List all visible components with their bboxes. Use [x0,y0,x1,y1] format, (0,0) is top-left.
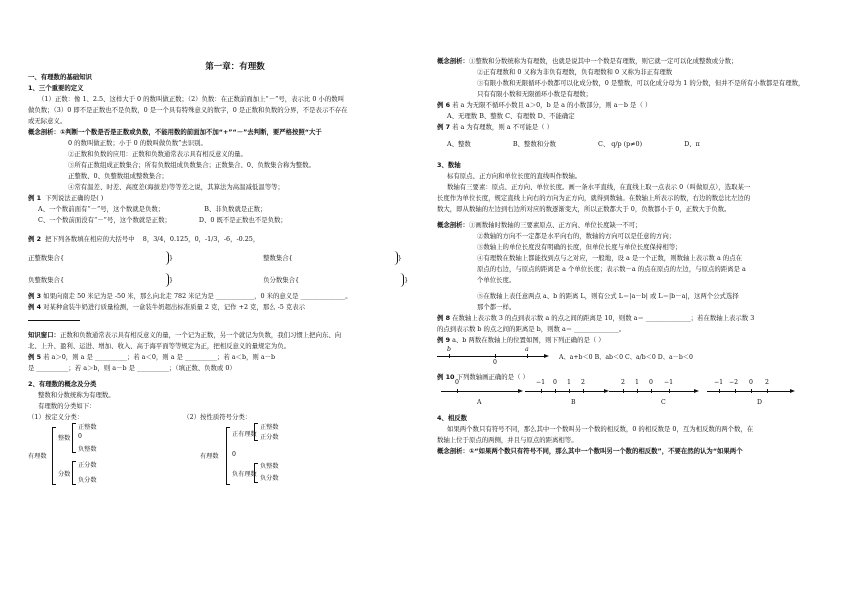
tree-leaf: 正整数 [260,424,279,431]
tick [555,389,556,393]
point-b-label: b [447,346,451,353]
example-10-figure [437,379,841,413]
number-line-b [525,391,605,392]
brace-bracket [68,273,169,287]
tree-leaf: 正整数 [78,424,97,431]
set-integers: 整数集合{ } [263,251,402,265]
knowledge-window [28,330,432,341]
text-line: 正整数、0、负整数组成整数集合； [68,172,168,180]
example-7 [437,122,841,133]
tick-label: 1 [635,379,639,386]
example-4 [28,302,432,313]
example-question: 在数轴上表示数 3 的点到表示数 a 的点之间的距离是 10，则数 a＝ ______________；若在数轴上表示数 3 [452,314,755,322]
classification-by-definition: （1）按定义分类： [28,413,84,421]
example-label: 例 2 [28,235,42,243]
set-label: 负分数集合{ [263,276,300,284]
set-positive-integers: 正整数集合{ } [28,251,173,265]
text-line: （1）正数：像 1、2.5、这样大于 0 的数叫做正数；（2）负数：在正数前面加上“－”号，表示比 0 小的数叫 [38,95,344,103]
example-9 [437,335,841,346]
point-a-label: a [525,346,529,353]
text-line: ③数轴上的单位长度没有明确的长度，但单位长度与单位长度保持相等； [477,243,682,251]
example-label: 例 3 [28,292,42,300]
tree-leaf: 负分数 [78,477,97,484]
example-label: 例 6 [437,101,451,109]
tree-node: 整数 [58,435,71,442]
origin-label: 0 [493,359,497,366]
text-line: ③有限小数和无限循环小数都可以化成分数，0 是整数，可以化成分母为 1 的分数，但并不是所有小数都是有理数， [477,79,805,87]
option-c: C、一个数前面没有“－”号，这个数就是正数； [38,216,171,224]
option-row [28,215,432,226]
example-question: 若 a＞0，则 a 是 __________；若 a＜0，则 a 是 __________；若 a＜b，则 a－b [43,353,276,361]
option-row [28,204,432,215]
classification-by-sign: （2）按性质符号分类： [183,413,252,421]
tick [457,389,458,393]
section-heading: 一、有理数的基础知识 [28,73,92,81]
number-list: 8，3/4，0.125，0，-1/3，-6，-0.25， [142,235,260,243]
classification-trees [28,423,432,487]
tree-bracket [254,423,258,441]
tree-bracket [72,423,76,453]
subsection-heading: 1、三个重要的定义 [28,84,84,92]
tree-node: 0 [232,451,236,458]
text-line: 数轴有三要素：原点、正方向、单位长度。画一条水平直线，在直线上取一点表示 0（叫做原点），选取某一 [447,183,751,191]
text-line: ⑤在数轴上表任意两点 a、b 的距离 L，则有公式 L＝|a－b| 或 L＝|b－a|，这两个公式选择 [477,292,739,300]
text-line: ②正有理数和 0 又称为非负有理数，负有理数和 0 又称为非正有理数 [477,68,673,76]
text-line: ②正数和负数的应用：正数和负数通常表示具有相反意义的量。 [68,150,247,158]
tick [495,354,496,358]
option-c-label: C [661,399,666,406]
tree-root: 有理数 [28,453,47,460]
concept-note [437,56,841,67]
text-line: 长度作为单位长度，规定直线上向右的方向为正方向，就得到数轴。在数轴上所表示的数，右边的数总比左边的 [437,194,751,202]
left-column [28,72,432,487]
brace-bracket [303,273,404,287]
tick [637,389,638,393]
example-question: a、b 两数在数轴上的位置如图，则下列正确的是（ ） [452,336,605,344]
concept-text: ①整数和分数统称为有理数，也就是说其中一个数是有理数，则它就一定可以化成整数或分数； [468,57,738,65]
text-line: 标有原点、正方向和单位长度的直线叫作数轴。 [447,172,582,180]
example-label: 例 5 [28,353,42,361]
brace-bracket [297,251,398,265]
option-b: B、整数和分数 [512,140,556,148]
set-row [28,247,432,269]
number-line [437,356,545,357]
set-row [28,269,432,291]
answer-blank[interactable] [28,313,80,321]
concept-label: 概念剖析： [437,221,469,229]
text-line: 0 的数叫做正数；小于 0 的数叫做负数”去识别。 [68,139,207,147]
example-3 [28,291,432,302]
text-line: 做负数；（3）0 即不是正数也不是负数，0 是一个具有特殊意义的数字，0 是正数和负数的分界，不是表示不存在 [28,106,348,114]
tick-label: −1 [714,379,724,386]
tick-label: 1 [567,379,571,386]
tick-label: 2 [765,379,769,386]
example-label: 例 7 [437,123,451,131]
tree-leaf: 负整数 [78,446,97,453]
tick-label: 0 [455,379,459,386]
tick [651,389,652,393]
concept-note-text: 概念剖析：①判断一个数是否是正数或负数，不能用数的前面加不加“+”“－”去判断，要严格按照“大于 [28,128,322,136]
tick-label: 2 [581,379,585,386]
example-8 [437,313,841,324]
example-label: 例 9 [437,336,451,344]
tick-label: 0 [749,379,753,386]
option-b-label: B [571,399,576,406]
example-label: 例 1 [28,194,42,202]
tick [583,389,584,393]
set-negative-integers: 负整数集合{ } [28,273,173,287]
text-line: 如果两个数只有符号不同，那么其中一个数叫另一个数的相反数，0 的相反数是 0，互为相反数的两个数，在 [447,425,754,433]
subsection-heading: 4、相反数 [437,414,468,422]
tick [669,389,670,393]
option-a-label: A [477,399,482,406]
tick [527,354,528,358]
set-label: 正整数集合{ [28,254,65,262]
example-label: 例 8 [437,314,451,322]
tick [767,389,768,393]
option-d-label: D [757,399,762,406]
example-9-options: A、a+b＜0 B、ab＜0 C、a/b＜0 D、a－b＜0 [559,354,693,361]
blank-line [28,313,432,325]
tick-label: −1 [664,379,674,386]
option-a: A、整数 [447,140,471,148]
concept-label: 概念剖析： [437,57,469,65]
set-label: 负整数集合{ [28,276,65,284]
number-line-a [441,391,519,392]
brace-bracket [68,251,169,265]
tick-label: 0 [553,379,557,386]
page-title: 第一章：有理数 [205,62,265,72]
concept-text: ①画数轴时数轴的三要素原点、正方向、单位长度缺一不可； [468,221,642,229]
example-5 [28,352,432,363]
text-line: 个单位长度。 [477,276,516,284]
text-line: 或无际意义。 [28,117,67,125]
tick-label: −1 [536,379,546,386]
text-line: ②数轴的方向不一定都是水平向右的，数轴的方向可以是任意的方向； [477,232,676,240]
concept-note: 概念剖析：①“如果两个数只有符号不同，那么其中一个数叫另一个数的相反数”，不要在然的认为“如果两个 [437,447,743,455]
set-negative-fractions: 负分数集合{ } [263,273,408,287]
example-2 [28,231,432,247]
example-6 [437,100,841,111]
example-question: 如果向南走 50 米记为是 -50 米，那么向北走 782 米记为是 ____________，0 米的意义是 ______________。 [43,292,352,300]
tree-bracket [52,427,56,485]
tree-leaf: 正分数 [78,462,97,469]
example-label: 例 4 [28,303,42,311]
example-question: 若 a 为有理数，则 a 不可能是（ ） [452,123,553,131]
window-text: 正数和负数通常表示具有相反意义的量，一个记为正数，另一个就记为负数，我们习惯上把向东、向 [59,331,342,339]
tree-node: 负有理数 [232,471,257,478]
text-line: ③所有正数组成正数集合；所有负数组成负数集合；正数集合、0、负数集合称为整数。 [68,161,315,169]
text-line: 只有有限小数和无限循环小数是有理数； [477,90,593,98]
example-question: 对某种盒装牛奶进行质量检测，一盒装牛奶超出标准质量 2 克，记作 +2 克，那么 -5 克表示 [43,303,306,311]
tick [751,389,752,393]
right-column [437,56,841,457]
tree-node: 正有理数 [232,431,257,438]
example-label: 例 10 [437,373,455,381]
concept-note [28,127,432,138]
set-label: 整数集合{ [263,254,293,262]
tree-bracket [226,427,230,485]
text-line: 那个都一样。 [477,303,516,311]
text-line: 的点到表示数 b 的点之间的距离是 b，则数 a＝ ______________。 [437,325,626,333]
option-d: D、π [684,140,700,148]
concept-note [437,220,841,231]
tick-label: 0 [649,379,653,386]
example-question: 若 a 为无限不循环小数且 a＞0，b 是 a 的小数部分，则 a－b 是（ ） [452,101,652,109]
tree-leaf: 0 [78,433,82,440]
tree-bracket [72,461,76,485]
example-question: 把下列各数填在相应的大括号中 [45,235,135,243]
tick [449,354,450,358]
tick-label: −2 [729,379,739,386]
tree-root: 有理数 [200,453,219,460]
option-c: C、 q/p (p≠0) [597,140,643,148]
text-line: ④有理数在数轴上都能找到点与之对应，一般地，设 a 是一个正数，则数轴上表示数 a 的点在 [477,254,742,262]
tick-label: 2 [621,379,625,386]
option-d: D、0 既不是正数也不是负数； [198,216,287,224]
option-a: A、一个数前面有“－”号，这个数就是负数； [38,205,165,213]
tree-bracket [254,463,258,483]
window-label: 知识窗口： [28,331,60,339]
tree-leaf: 正分数 [260,434,279,441]
number-line-c [609,391,695,392]
example-question: 下列说法正确的是( ) [45,194,104,202]
example-9-figure [437,346,841,372]
option-b: B、非负数就是正数； [204,205,267,213]
text-line: ④常有温差、时差、高度差(海拔差)等等差之说，其算法为高温减低温等等； [68,183,284,191]
example-10 [437,372,841,383]
text-line: 原点的右边，与原点的距离是 a 个单位长度；表示数－a 的点在原点的左边，与原点的距离是 a [477,265,746,273]
subsection-heading: 2、有理数的概念及分类 [28,380,97,388]
tree-leaf: 负整数 [260,463,279,470]
text-line: 整数和分数统称为有理数。 [38,391,115,399]
text-line: 数大，即从数轴的左边到右边所对应的数逐渐变大，所以正数都大于 0，负数都小于 0，正数大于负数。 [437,205,731,213]
example-question: 下列数轴画正确的是（ ） [456,373,529,381]
option-row: A、无理数 B、整数 C、有理数 D、不能确定 [447,112,575,120]
text-line: 数轴上位于原点的两侧，并且与原点的距离相等。 [437,436,578,444]
text-line: 北、上升、盈利、运进、增加、收入、高于海平面等等规定为正，把相反意义的量规定为负。 [28,342,291,350]
subsection-heading: 3、数轴 [437,161,461,169]
text-line: 是 __________；若 a＞b，则 a－b 是 __________；（填正数、负数或 0） [28,364,236,372]
tick [541,389,542,393]
tick [569,389,570,393]
tree-leaf: 负分数 [260,475,279,482]
option-row [437,133,841,155]
tick [735,389,736,393]
tick [719,389,720,393]
text-line: 有理数的分类如下： [38,402,96,410]
example-1 [28,193,432,204]
tick [623,389,624,393]
tree-node: 分数 [58,471,71,478]
